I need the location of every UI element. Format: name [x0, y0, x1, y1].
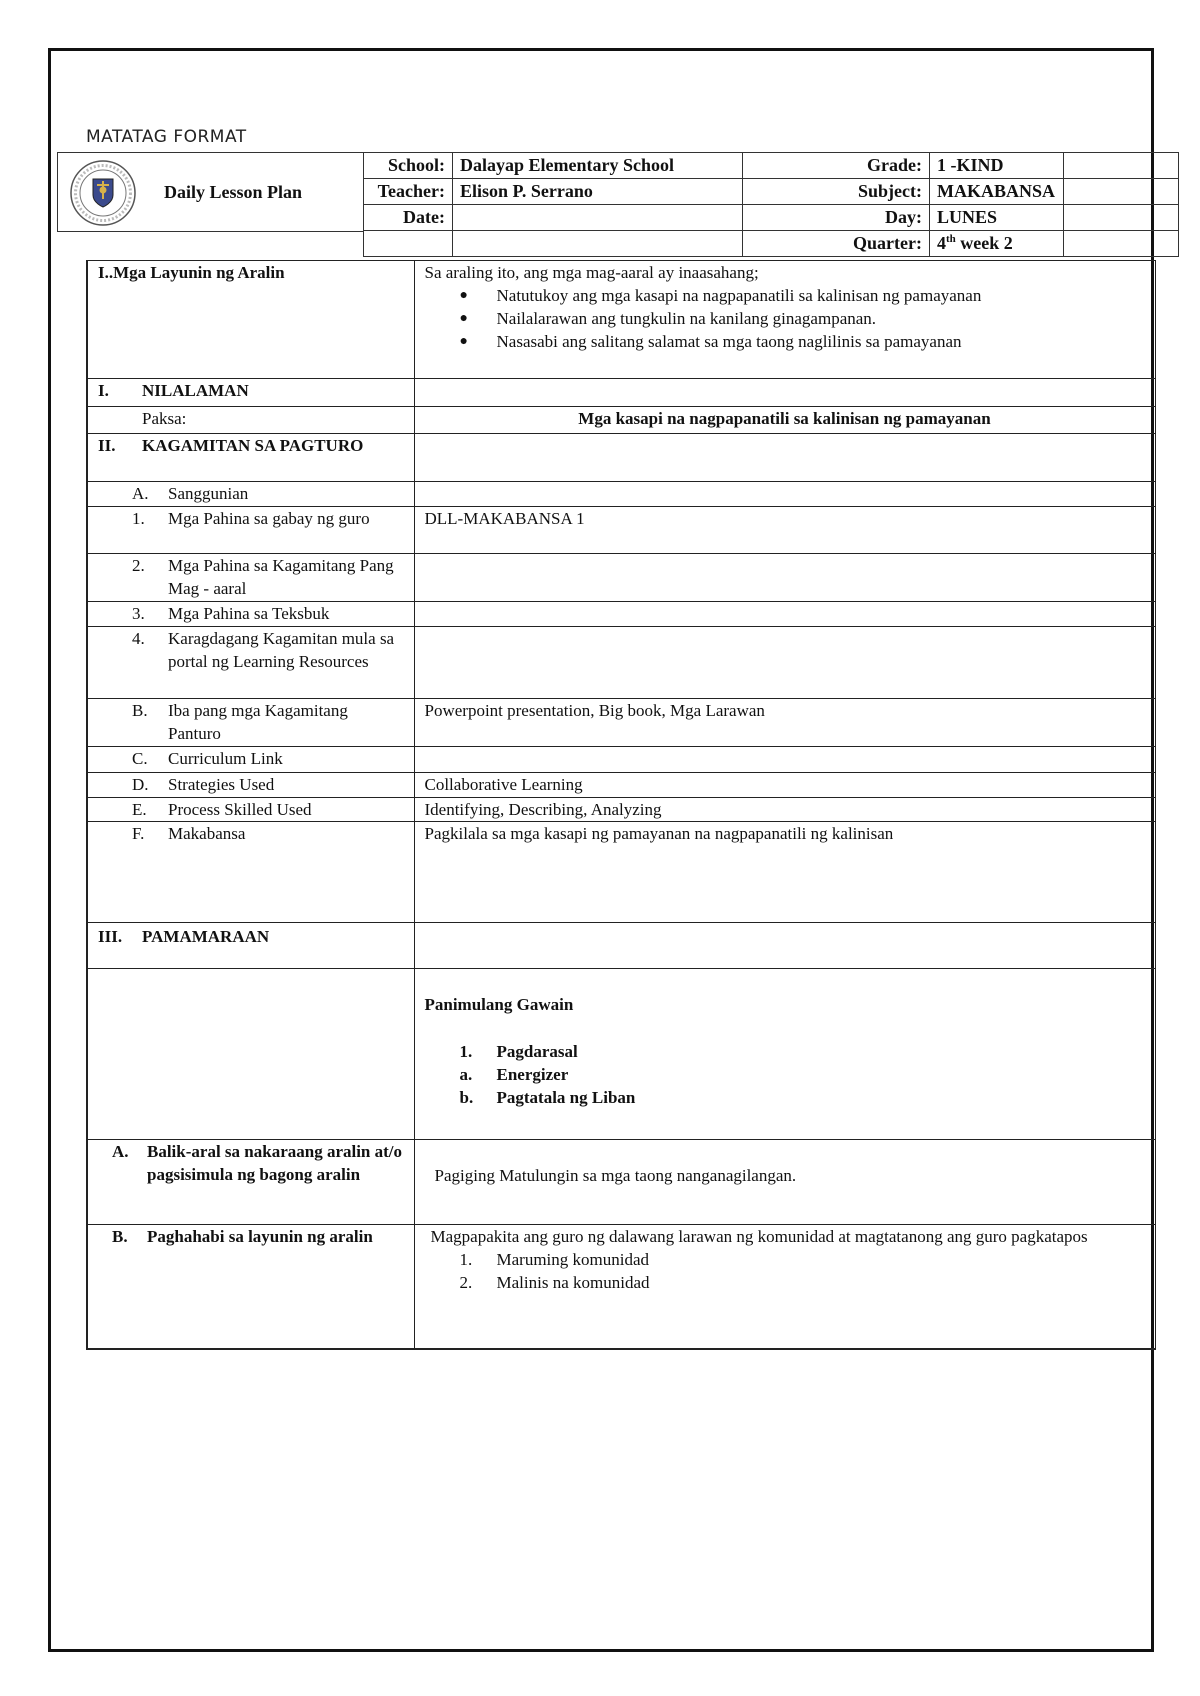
bullet-icon: ● — [459, 334, 468, 349]
lesson-plan-table — [86, 260, 1156, 1350]
review-row: A. Balik-aral sa nakaraang aralin at/o pagsisimula ng bagong aralin Pagiging Matulungin sa mga taong nanganagilangan. — [87, 1140, 1155, 1225]
header-empty-cell — [1064, 231, 1179, 257]
materials-heading: II. KAGAMITAN SA PAGTURO — [98, 436, 364, 455]
list-item: 2. Malinis na komunidad — [459, 1273, 650, 1292]
table-row: F. Makabansa Pagkilala sa mga kasapi ng pamayanan na nagpapanatili ng kalinisan — [87, 822, 1155, 923]
subject-label: Subject: — [743, 179, 930, 205]
material-label: Curriculum Link — [168, 749, 283, 768]
material-value — [414, 747, 1155, 773]
table-row: E. Process Skilled Used Identifying, Describing, Analyzing — [87, 798, 1155, 822]
grade-value: 1 -KIND — [930, 153, 1064, 179]
table-row: A. Sanggunian — [87, 482, 1155, 507]
opening-activity-row — [87, 969, 1155, 1140]
material-label: Mga Pahina sa Teksbuk — [168, 604, 330, 623]
material-value — [414, 627, 1155, 699]
header-title: Daily Lesson Plan — [164, 182, 303, 202]
table-row: D. Strategies Used Collaborative Learning — [87, 773, 1155, 798]
subject-value: MAKABANSA — [930, 179, 1064, 205]
table-row: C. Curriculum Link — [87, 747, 1155, 773]
list-item: ● Natutukoy ang mga kasapi na nagpapanatili sa kalinisan ng pamayanan — [459, 286, 982, 305]
table-row: 1. Mga Pahina sa gabay ng guro DLL-MAKABANSA 1 — [87, 507, 1155, 554]
material-label: Iba pang mga Kagamitang Panturo — [168, 701, 348, 743]
teacher-value: Elison P. Serrano — [453, 179, 743, 205]
teacher-label: Teacher: — [364, 179, 453, 205]
objectives-intro: Sa araling ito, ang mga mag-aaral ay inaasahang; — [424, 263, 759, 282]
bullet-icon: ● — [459, 288, 468, 303]
format-label: MATATAG FORMAT — [86, 127, 247, 147]
header-empty-cell — [1064, 153, 1179, 179]
material-label: Process Skilled Used — [168, 800, 312, 819]
material-value: Pagkilala sa mga kasapi ng pamayanan na nagpapanatili ng kalinisan — [414, 822, 1155, 923]
school-label: School: — [364, 153, 453, 179]
material-value — [414, 602, 1155, 627]
material-value: Collaborative Learning — [414, 773, 1155, 798]
header-info-grid — [363, 152, 1179, 257]
material-label: Sanggunian — [168, 484, 249, 503]
paksa-row — [87, 407, 1155, 434]
list-item: a. Energizer — [459, 1065, 569, 1084]
header-empty-cell — [1064, 179, 1179, 205]
objectives-content-cell — [414, 261, 1155, 379]
materials-row — [87, 434, 1155, 482]
review-label: Balik-aral sa nakaraang aralin at/o pagsisimula ng bagong aralin — [147, 1142, 403, 1184]
date-value — [453, 205, 743, 231]
material-label: Mga Pahina sa Kagamitang Pang Mag - aaral — [168, 556, 394, 598]
table-row: 3. Mga Pahina sa Teksbuk — [87, 602, 1155, 627]
material-label: Makabansa — [168, 824, 246, 843]
quarter-value: 4th week 2 — [930, 231, 1064, 257]
list-item: 1. Pagdarasal — [459, 1042, 578, 1061]
objectives-heading-cell — [87, 261, 414, 379]
material-value: Powerpoint presentation, Big book, Mga Larawan — [414, 699, 1155, 747]
purpose-label: Paghahabi sa layunin ng aralin — [147, 1227, 373, 1246]
header-empty-cell — [453, 231, 743, 257]
list-item: ● Nailalarawan ang tungkulin na kanilang ginagampanan. — [459, 309, 877, 328]
header-empty-cell — [364, 231, 453, 257]
grade-label: Grade: — [743, 153, 930, 179]
opening-activity-cell — [414, 969, 1155, 1140]
objectives-row — [87, 261, 1155, 379]
paksa-value: Mga kasapi na nagpapanatili sa kalinisan ng pamayanan — [578, 409, 991, 428]
material-value — [414, 554, 1155, 602]
school-value: Dalayap Elementary School — [453, 153, 743, 179]
opening-title: Panimulang Gawain — [424, 995, 574, 1014]
list-item: b. Pagtatala ng Liban — [459, 1088, 636, 1107]
day-label: Day: — [743, 205, 930, 231]
list-item: ● Nasasabi ang salitang salamat sa mga taong naglilinis sa pamayanan — [459, 332, 962, 351]
material-label: Mga Pahina sa gabay ng guro — [168, 509, 370, 528]
list-item: 1. Maruming komunidad — [459, 1250, 650, 1269]
table-row: B. Iba pang mga Kagamitang Panturo Powerpoint presentation, Big book, Mga Larawan — [87, 699, 1155, 747]
procedure-heading: III. PAMAMARAAN — [98, 927, 270, 946]
header-title-cell — [57, 152, 364, 232]
bullet-icon: ● — [459, 311, 468, 326]
date-label: Date: — [364, 205, 453, 231]
table-row: 4. Karagdagang Kagamitan mula sa portal ng Learning Resources — [87, 627, 1155, 699]
purpose-value: Magpapakita ang guro ng dalawang larawan ng komunidad at magtatanong ang guro pagkatapos — [430, 1227, 1088, 1246]
material-label: Strategies Used — [168, 775, 275, 794]
material-value — [414, 482, 1155, 507]
opening-list — [425, 1040, 1145, 1109]
objectives-heading: I..Mga Layunin ng Aralin — [98, 263, 285, 282]
header-empty-cell — [1064, 205, 1179, 231]
content-row — [87, 379, 1155, 407]
quarter-label: Quarter: — [743, 231, 930, 257]
table-row: 2. Mga Pahina sa Kagamitang Pang Mag - aaral — [87, 554, 1155, 602]
review-value: Pagiging Matulungin sa mga taong nanganagilangan. — [434, 1166, 797, 1185]
content-heading: I. NILALAMAN — [98, 381, 249, 400]
day-value: LUNES — [930, 205, 1064, 231]
purpose-list — [425, 1248, 1145, 1294]
paksa-label: Paksa: — [142, 409, 187, 428]
purpose-row: B. Paghahabi sa layunin ng aralin Magpapakita ang guro ng dalawang larawan ng komunidad at magtatanong ang guro pagkatapos 1. Maruming komunidad 2. Malinis na komunidad — [87, 1225, 1155, 1349]
deped-seal-logo — [69, 159, 137, 227]
material-value: DLL-MAKABANSA 1 — [414, 507, 1155, 554]
objectives-list — [425, 284, 1145, 353]
material-value: Identifying, Describing, Analyzing — [414, 798, 1155, 822]
material-label: Karagdagang Kagamitan mula sa portal ng Learning Resources — [168, 629, 395, 671]
procedure-row — [87, 923, 1155, 969]
